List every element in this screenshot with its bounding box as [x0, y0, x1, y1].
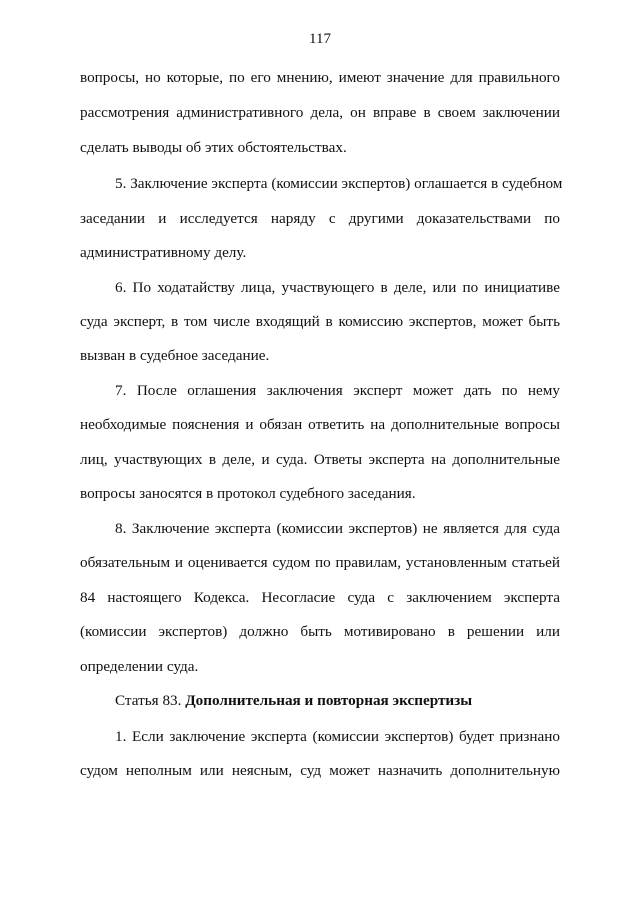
- page-number: 117: [309, 31, 331, 47]
- text-line: административному делу.: [80, 244, 247, 261]
- text-line: 5. Заключение эксперта (комиссии экспертов) оглашается в судебном: [115, 175, 563, 192]
- text-line: заседании и исследуется наряду с другими доказательствами по: [80, 210, 560, 227]
- article-heading: [115, 692, 472, 710]
- text-line: необходимые пояснения и обязан ответить на дополнительные вопросы: [80, 416, 560, 433]
- text-line: 84 настоящего Кодекса. Несогласие суда с заключением эксперта: [80, 589, 560, 606]
- text-line: рассмотрения административного дела, он вправе в своем заключении: [80, 104, 560, 121]
- text-line: лиц, участвующих в деле, и суда. Ответы эксперта на дополнительные: [80, 451, 560, 468]
- text-line: сделать выводы об этих обстоятельствах.: [80, 139, 347, 156]
- text-line: 1. Если заключение эксперта (комиссии экспертов) будет признано: [115, 728, 560, 745]
- text-line: 7. После оглашения заключения эксперт может дать по нему: [115, 382, 560, 399]
- text-line: (комиссии экспертов) должно быть мотивировано в решении или: [80, 623, 560, 640]
- text-line: судом неполным или неясным, суд может назначить дополнительную: [80, 762, 560, 779]
- text-line: 6. По ходатайству лица, участвующего в деле, или по инициативе: [115, 279, 560, 296]
- text-line: обязательным и оценивается судом по правилам, установленным статьей: [80, 554, 560, 571]
- text-line: определении суда.: [80, 658, 199, 675]
- article-number: Статья 83.: [115, 692, 186, 709]
- text-line: вызван в судебное заседание.: [80, 347, 270, 364]
- text-line: вопросы, но которые, по его мнению, имеют значение для правильного: [80, 69, 560, 86]
- text-line: 8. Заключение эксперта (комиссии экспертов) не является для суда: [115, 520, 560, 537]
- article-title: Дополнительная и повторная экспертизы: [185, 692, 473, 709]
- text-line: вопросы заносятся в протокол судебного заседания.: [80, 485, 416, 502]
- text-line: суда эксперт, в том числе входящий в комиссию экспертов, может быть: [80, 313, 560, 330]
